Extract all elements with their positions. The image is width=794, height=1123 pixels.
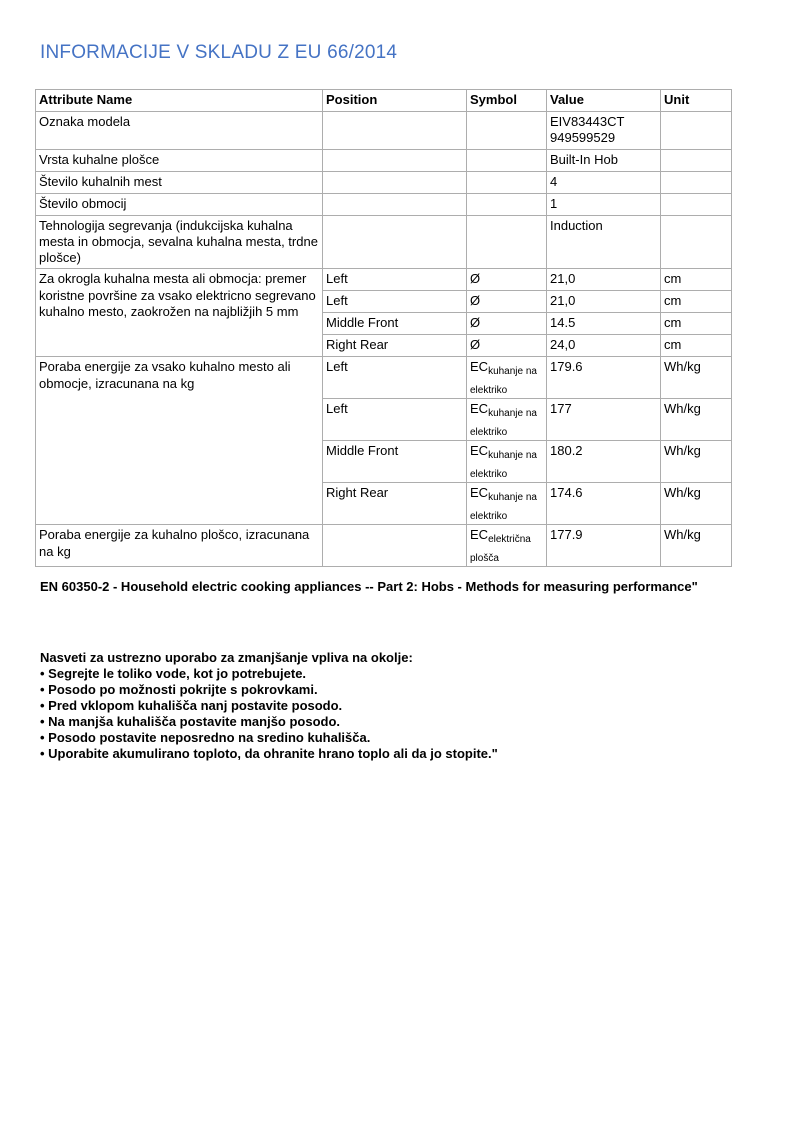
value-cell: 174.6 — [547, 483, 661, 525]
symbol-cell — [467, 112, 547, 150]
symbol-subscript: kuhanje na elektriko — [470, 450, 537, 480]
unit-cell: Wh/kg — [661, 399, 732, 441]
table-row — [36, 215, 732, 269]
column-header-4: Unit — [661, 90, 732, 112]
position-cell: Left — [323, 399, 467, 441]
position-cell: Left — [323, 291, 467, 313]
position-cell: Right Rear — [323, 483, 467, 525]
symbol-cell — [467, 441, 547, 483]
unit-cell: cm — [661, 313, 732, 335]
info-table — [35, 89, 732, 567]
symbol-subscript: kuhanje na elektriko — [470, 366, 537, 396]
page-title: INFORMACIJE V SKLADU Z EU 66/2014 — [40, 42, 398, 63]
symbol-subscript: električna plošča — [470, 534, 531, 564]
attribute-cell: Za okrogla kuhalna mesta ali obmocja: premer koristne površine za vsako elektricno segrevano kuhalno mesto, zaokrožen na najbližjih 5 mm — [36, 269, 323, 357]
symbol-subscript: kuhanje na elektriko — [470, 492, 537, 522]
value-cell: 179.6 — [547, 357, 661, 399]
unit-cell: cm — [661, 335, 732, 357]
eco-tip-item-0: • Segrejte le toliko vode, kot jo potrebujete. — [40, 666, 307, 682]
symbol-cell: Ø — [467, 313, 547, 335]
symbol-base: EC — [470, 485, 489, 501]
symbol-cell — [467, 215, 547, 269]
position-cell: Left — [323, 269, 467, 291]
value-cell: 177 — [547, 399, 661, 441]
symbol-cell — [467, 149, 547, 171]
value-cell: 177.9 — [547, 525, 661, 567]
attribute-cell: Poraba energije za kuhalno plošco, izracunana na kg — [36, 525, 323, 567]
symbol-cell — [467, 483, 547, 525]
symbol-cell: Ø — [467, 335, 547, 357]
unit-cell — [661, 215, 732, 269]
info-table-header — [36, 90, 732, 112]
symbol-base: EC — [470, 359, 489, 375]
eco-tip-item-2: • Pred vklopom kuhališča nanj postavite posodo. — [40, 698, 343, 714]
unit-cell: cm — [661, 291, 732, 313]
unit-cell: Wh/kg — [661, 357, 732, 399]
symbol-cell — [467, 171, 547, 193]
attribute-cell: Število obmocij — [36, 193, 323, 215]
attribute-cell: Oznaka modela — [36, 112, 323, 150]
info-table-body — [36, 112, 732, 567]
eco-tip-item-4: • Posodo postavite neposredno na sredino kuhališča. — [40, 730, 371, 746]
table-row — [36, 149, 732, 171]
symbol-base: EC — [470, 527, 489, 543]
table-row — [36, 171, 732, 193]
header-row — [36, 90, 732, 112]
eco-tips-section — [40, 650, 766, 762]
value-cell: 14.5 — [547, 313, 661, 335]
symbol-cell: Ø — [467, 291, 547, 313]
eco-tips-heading: Nasveti za ustrezno uporabo za zmanjšanje vpliva na okolje: — [40, 650, 413, 666]
value-cell: 21,0 — [547, 291, 661, 313]
attribute-cell: Vrsta kuhalne plošce — [36, 149, 323, 171]
value-line: EIV83443CT — [550, 114, 625, 129]
symbol-cell — [467, 357, 547, 399]
position-cell — [323, 149, 467, 171]
unit-cell — [661, 193, 732, 215]
position-cell: Middle Front — [323, 313, 467, 335]
eco-tip-item-5: • Uporabite akumulirano toploto, da ohranite hrano toplo ali da jo stopite." — [40, 746, 498, 762]
column-header-0: Attribute Name — [36, 90, 323, 112]
value-cell: Induction — [547, 215, 661, 269]
symbol-base: EC — [470, 401, 489, 417]
unit-cell: Wh/kg — [661, 441, 732, 483]
value-cell: 180.2 — [547, 441, 661, 483]
symbol-cell — [467, 193, 547, 215]
eco-tip-item-1: • Posodo po možnosti pokrijte s pokrovkami. — [40, 682, 318, 698]
unit-cell — [661, 112, 732, 150]
column-header-1: Position — [323, 90, 467, 112]
position-cell: Left — [323, 357, 467, 399]
position-cell — [323, 525, 467, 567]
eco-tips-list — [40, 666, 766, 762]
table-row — [36, 357, 732, 399]
value-cell: 24,0 — [547, 335, 661, 357]
position-cell: Middle Front — [323, 441, 467, 483]
unit-cell — [661, 149, 732, 171]
value-cell — [547, 112, 661, 150]
column-header-3: Value — [547, 90, 661, 112]
unit-cell: Wh/kg — [661, 525, 732, 567]
unit-cell: cm — [661, 269, 732, 291]
position-cell — [323, 112, 467, 150]
value-cell: 4 — [547, 171, 661, 193]
column-header-2: Symbol — [467, 90, 547, 112]
value-line: 949599529 — [550, 130, 616, 146]
symbol-cell — [467, 399, 547, 441]
table-row — [36, 112, 732, 150]
standard-reference-note: EN 60350-2 - Household electric cooking appliances -- Part 2: Hobs - Methods for measuring performance" — [40, 579, 698, 595]
attribute-cell: Poraba energije za vsako kuhalno mesto ali obmocje, izracunana na kg — [36, 357, 323, 525]
unit-cell: Wh/kg — [661, 483, 732, 525]
position-cell: Right Rear — [323, 335, 467, 357]
position-cell — [323, 171, 467, 193]
symbol-cell — [467, 525, 547, 567]
value-cell: 21,0 — [547, 269, 661, 291]
value-cell: Built-In Hob — [547, 149, 661, 171]
table-row — [36, 193, 732, 215]
value-cell: 1 — [547, 193, 661, 215]
unit-cell — [661, 171, 732, 193]
attribute-cell: Število kuhalnih mest — [36, 171, 323, 193]
table-row — [36, 525, 732, 567]
symbol-cell: Ø — [467, 269, 547, 291]
position-cell — [323, 193, 467, 215]
symbol-subscript: kuhanje na elektriko — [470, 408, 537, 438]
position-cell — [323, 215, 467, 269]
table-row — [36, 269, 732, 291]
symbol-base: EC — [470, 443, 489, 459]
attribute-cell: Tehnologija segrevanja (indukcijska kuhalna mesta in obmocja, sevalna kuhalna mesta, trdne plošce) — [36, 215, 323, 269]
eco-tip-item-3: • Na manjša kuhališča postavite manjšo posodo. — [40, 714, 341, 730]
